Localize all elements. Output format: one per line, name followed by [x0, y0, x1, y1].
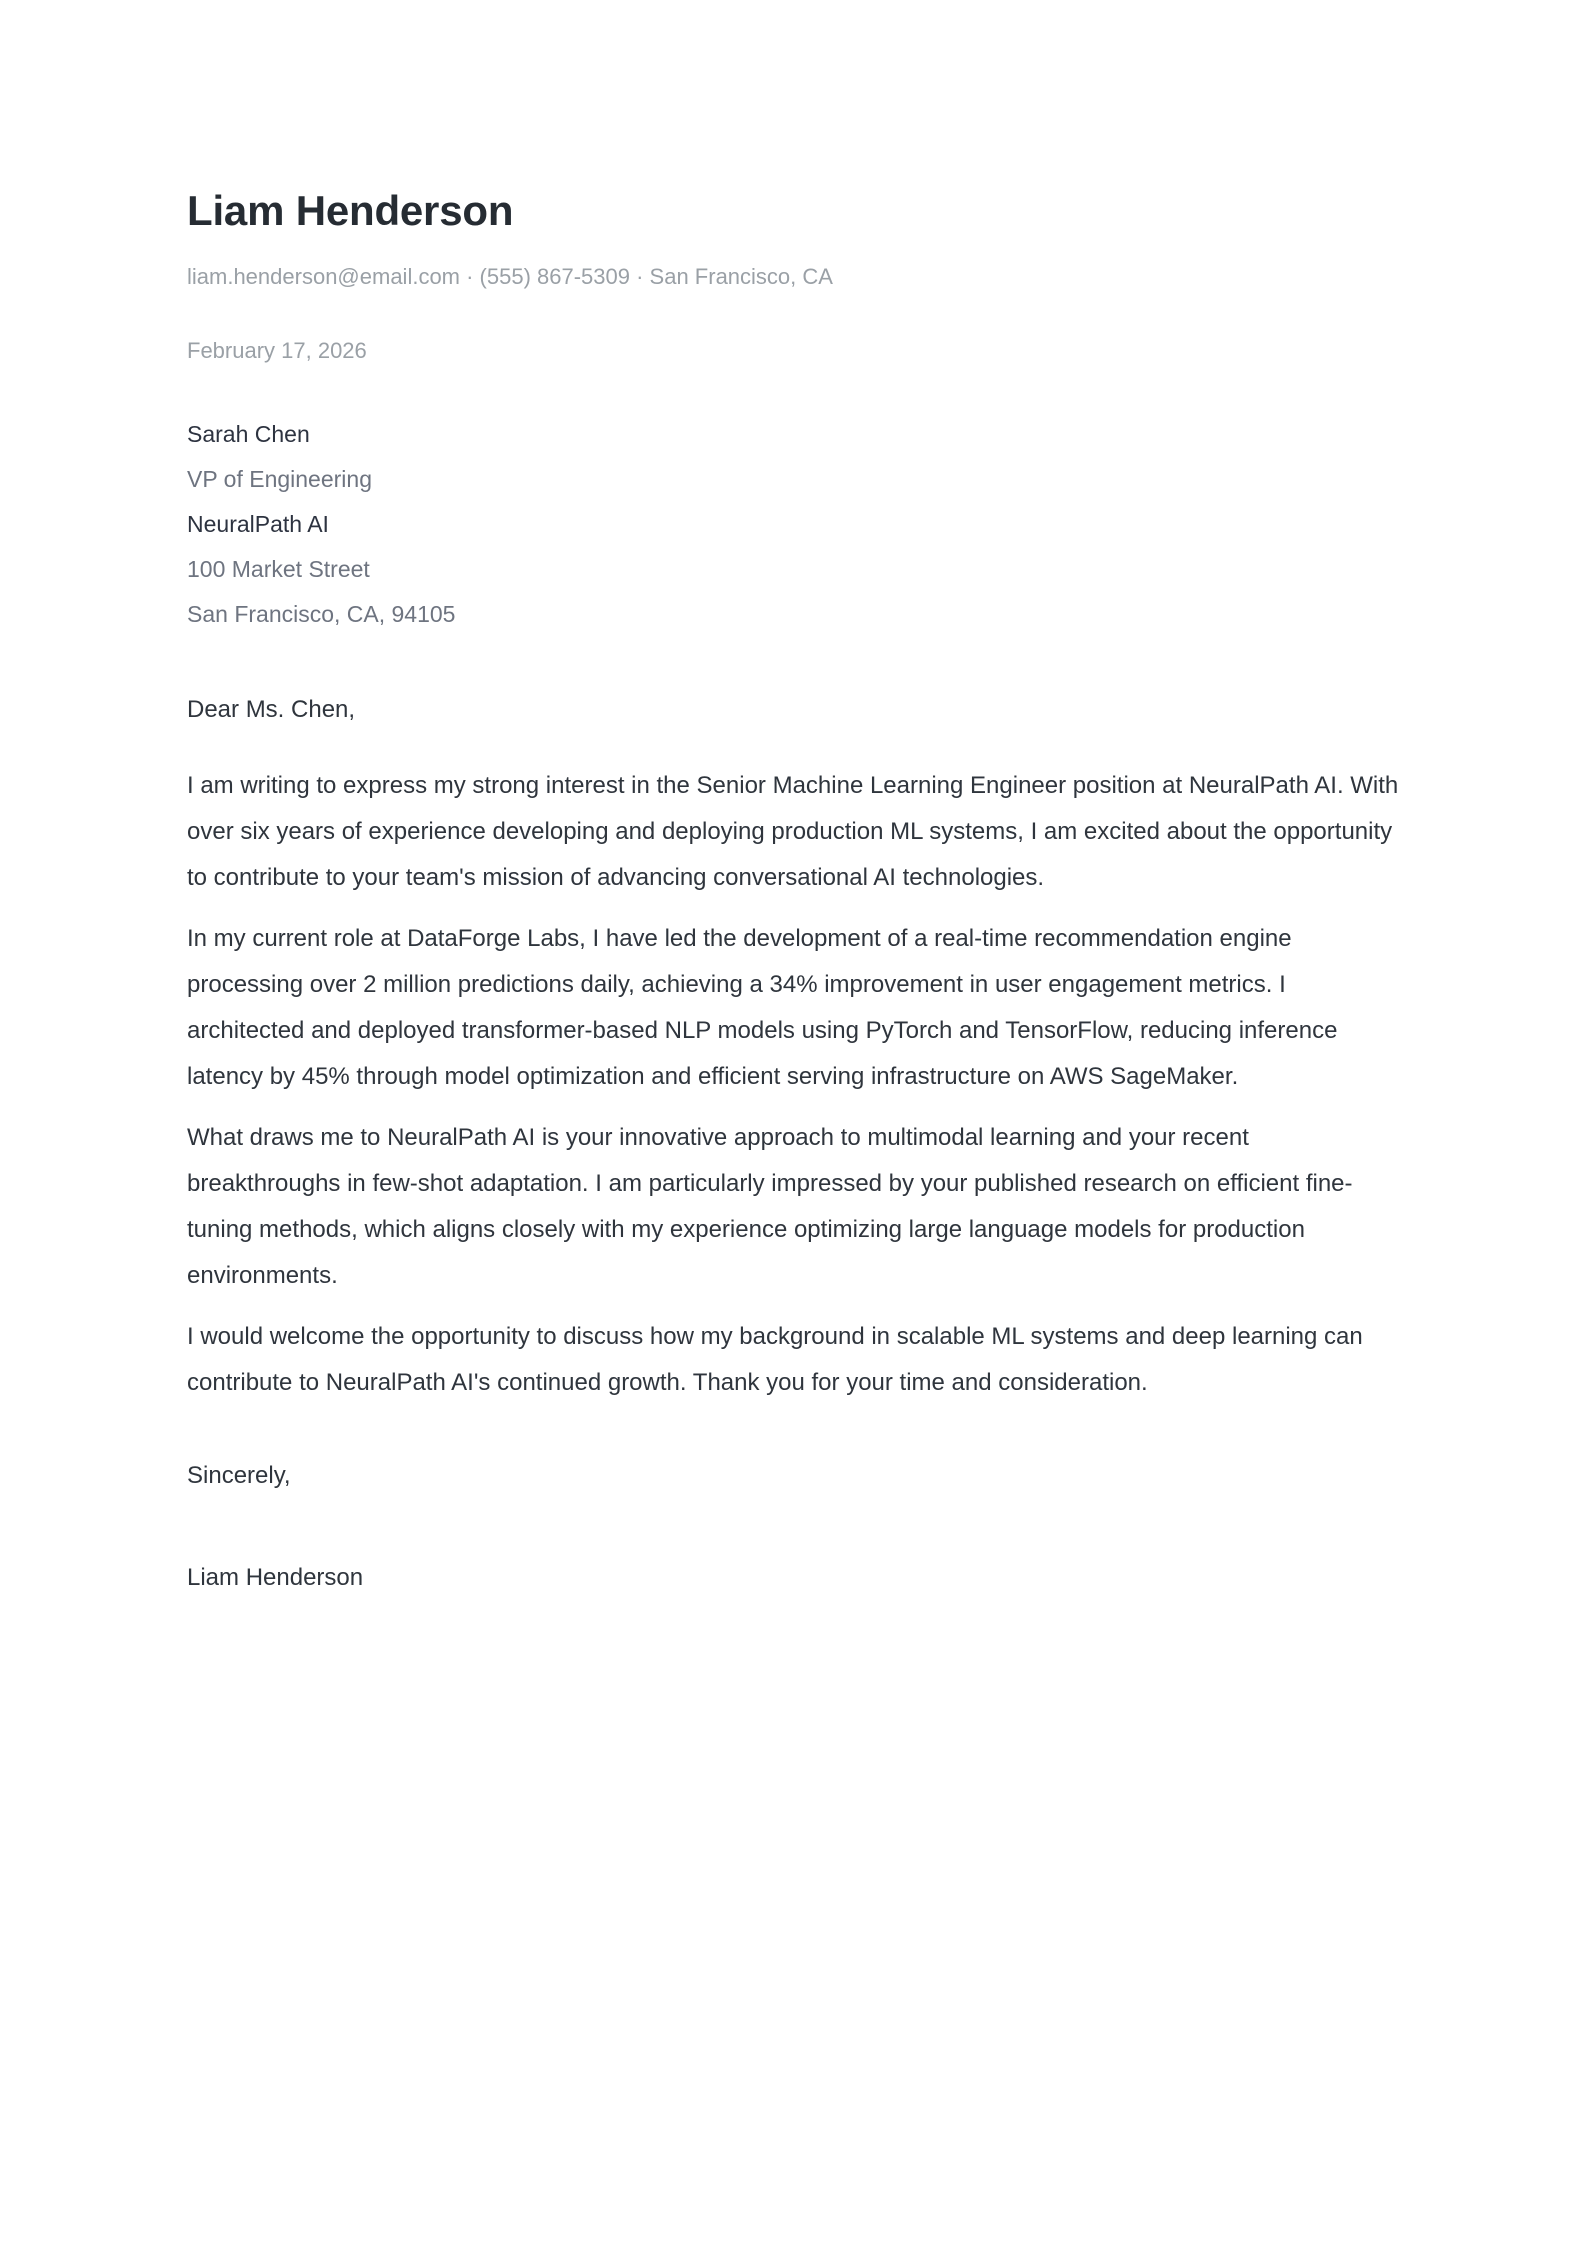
closing-salutation: Sincerely,: [187, 1462, 291, 1490]
signature-name: Liam Henderson: [187, 1564, 364, 1592]
letterhead: [187, 187, 1402, 292]
body-paragraph-2: In my current role at DataForge Labs, I have led the development of a real-time recommendation engine processing over 2 million predictions daily, achieving a 34% improvement in user engagement metrics. I architected and deployed transformer-based NLP models using PyTorch and TensorFlow, reducing inference latency by 45% through model optimization and efficient serving infrastructure on AWS SageMaker.: [187, 925, 1338, 1091]
salutation: Dear Ms. Chen,: [187, 696, 356, 724]
letter-body: [187, 733, 1402, 1406]
body-paragraph-3: What draws me to NeuralPath AI is your innovative approach to multimodal learning and your recent breakthroughs in few-shot adaptation. I am particularly impressed by your published research on efficient fine-tuning methods, which aligns closely with my experience optimizing large language models for production environments.: [187, 1124, 1353, 1290]
recipient-title: VP of Engineering: [187, 466, 372, 493]
cover-letter: [187, 187, 1402, 1601]
letter-date: February 17, 2026: [187, 337, 367, 363]
recipient-street: 100 Market Street: [187, 556, 370, 583]
recipient-city-state-zip: San Francisco, CA, 94105: [187, 601, 456, 628]
sender-contact-line: liam.henderson@email.com · (555) 867-5309 · San Francisco, CA: [187, 264, 833, 290]
recipient-company: NeuralPath AI: [187, 511, 329, 538]
recipient-address-block: [187, 412, 1402, 637]
body-paragraph-1: I am writing to express my strong interest in the Senior Machine Learning Engineer position at NeuralPath AI. With over six years of experience developing and deploying production ML systems, I am excited about the opportunity to contribute to your team's mission of advancing conversational AI technologies.: [187, 772, 1399, 892]
letter-signature-block: [187, 1453, 1402, 1601]
sender-name: Liam Henderson: [187, 187, 514, 234]
body-paragraph-4: I would welcome the opportunity to discuss how my background in scalable ML systems and deep learning can contribute to NeuralPath AI's continued growth. Thank you for your time and consideration.: [187, 1323, 1363, 1397]
recipient-name: Sarah Chen: [187, 421, 310, 448]
